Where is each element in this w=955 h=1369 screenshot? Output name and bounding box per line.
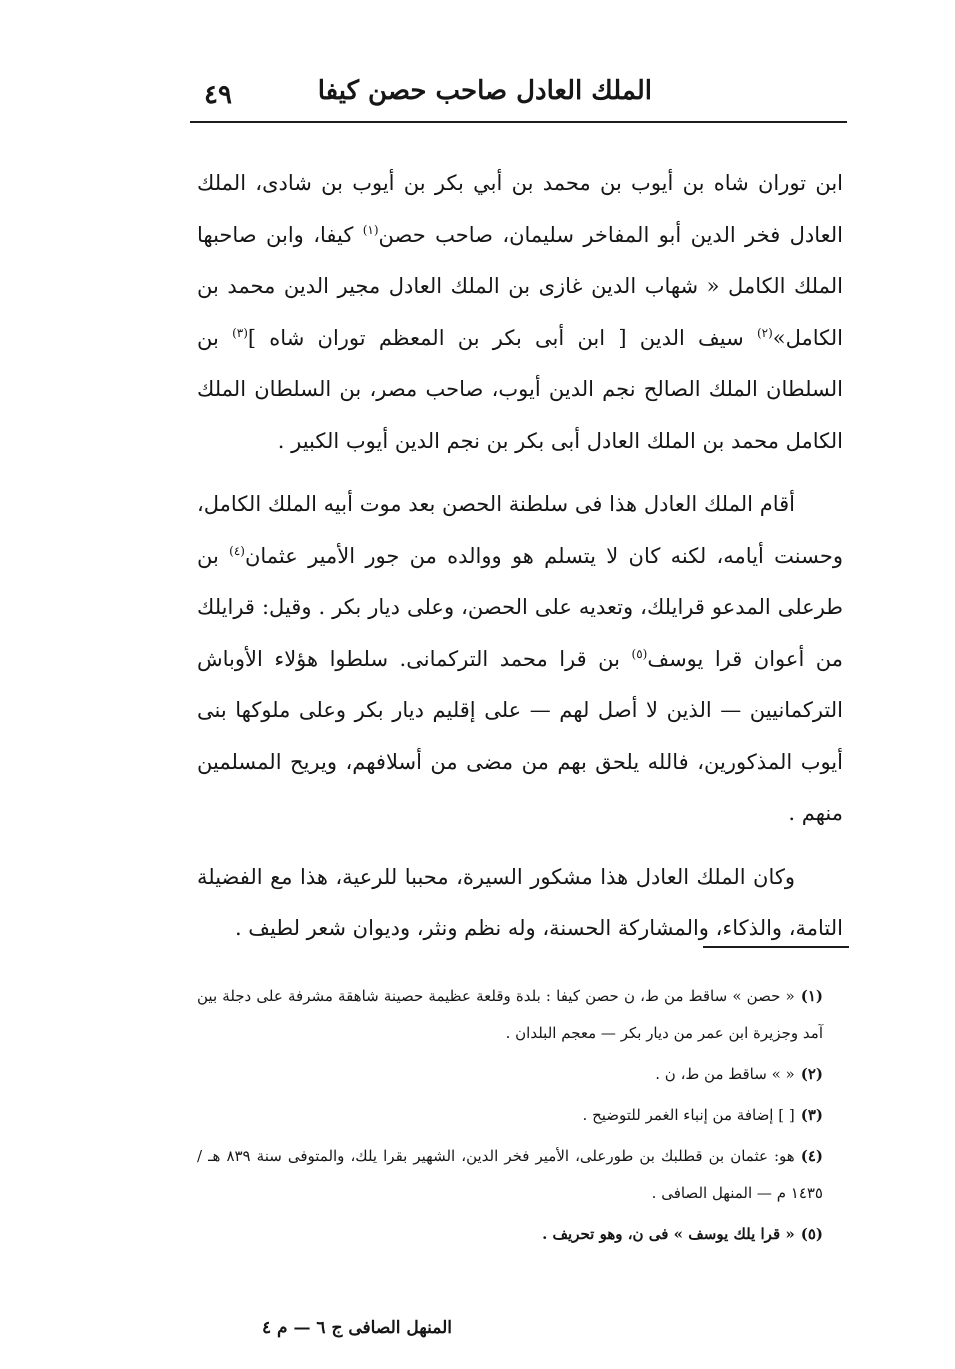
printer-signature: المنهل الصافى ج ٦ — م ٤ <box>262 1318 452 1338</box>
footnote-ref-1: (١) <box>362 222 379 237</box>
footnote-marker-4: (٤) <box>800 1147 823 1165</box>
page-number: ٤٩ <box>204 80 232 110</box>
paragraph-2-part-c: بن قرا محمد التركمانى. سلطوا هؤلاء الأوباش التركمانيين — الذين لا أصل لهم — على إقليم ديار بكر وعلى ملوكها بنى أيوب المذكورين، فالله يلحق بهم من مضى من أسلافهم، ويريح المسلمين منهم . <box>197 646 843 825</box>
footnote-5 <box>197 1216 843 1253</box>
paragraph-2 <box>197 479 843 840</box>
footnote-marker-5: (٥) <box>800 1225 823 1243</box>
footnote-text-3: [ ] إضافة من إنباء الغمر للتوضيح . <box>582 1106 795 1124</box>
footnote-text-5: « قرا يلك يوسف » فى ن، وهو تحريف . <box>542 1225 795 1243</box>
paragraph-1-part-d: بن السلطان الملك الصالح نجم الدين أيوب، صاحب مصر، بن السلطان الملك الكامل محمد بن الملك العادل أبى بكر بن نجم الدين أيوب الكبير . <box>197 325 843 453</box>
footnotes <box>197 978 843 1257</box>
header-rule <box>190 121 847 123</box>
footnote-4 <box>197 1138 843 1212</box>
paragraph-1 <box>197 158 843 467</box>
paragraph-2-part-b: بن طرعلى المدعو قرايلك، وتعديه على الحصن، وعلى ديار بكر . وقيل: قرايلك من أعوان قرا يوسف <box>197 543 844 671</box>
footnote-text-4: هو: عثمان بن قطلبك بن طورعلى، الأمير فخر الدين، الشهير بقرا يلك، والمتوفى سنة ٨٣٩ هـ / ١٤٣٥ م — المنهل الصافى . <box>197 1147 823 1202</box>
footnote-rule <box>703 946 849 948</box>
footnote-marker-3: (٣) <box>800 1106 823 1124</box>
paragraph-2-part-a: أقام الملك العادل هذا فى سلطنة الحصن بعد موت أبيه الملك الكامل، وحسنت أيامه، لكنه كان لا يتسلم هو ووالده من جور الأمير عثمان <box>197 492 843 568</box>
footnote-ref-2: (٢) <box>756 325 773 340</box>
footnote-ref-3: (٣) <box>232 325 248 340</box>
page-header <box>190 70 847 114</box>
paragraph-1-part-a: ابن توران شاه بن أيوب بن محمد بن أبي بكر بن أيوب بن شادى، الملك العادل فخر الدين أبو المفاخر سليمان، صاحب حصن <box>197 171 843 247</box>
paragraph-1-part-b: كيفا، وابن صاحبها الملك الكامل « شهاب الدين غازى بن الملك العادل مجير الدين محمد بن الكامل» <box>197 222 843 350</box>
footnote-1 <box>197 978 843 1052</box>
footnote-ref-4: (٤) <box>229 543 245 558</box>
footnote-2 <box>197 1056 843 1093</box>
main-text <box>197 158 843 955</box>
footnote-text-2: « » ساقط من ط، ن . <box>655 1065 795 1083</box>
paragraph-3: وكان الملك العادل هذا مشكور السيرة، محببا للرعية، هذا مع الفضيلة التامة، والذكاء، والمشاركة الحسنة، وله نظم ونثر، وديوان شعر لطيف . <box>197 864 843 940</box>
footnote-ref-5: (٥) <box>631 646 648 661</box>
running-title: الملك العادل صاحب حصن كيفا <box>317 76 652 106</box>
footnote-marker-2: (٢) <box>800 1065 823 1083</box>
footnote-text-1: « حصن » ساقط من ط، ن حصن كيفا : بلدة وقلعة عظيمة حصينة شاهقة مشرفة على دجلة بين آمد وجزيرة ابن عمر من ديار بكر — معجم البلدان . <box>197 987 823 1042</box>
paragraph-1-part-c: سيف الدين [ ابن أبى بكر بن المعظم توران شاه ] <box>247 325 757 350</box>
footnote-3 <box>197 1097 843 1134</box>
footnote-marker-1: (١) <box>800 987 823 1005</box>
